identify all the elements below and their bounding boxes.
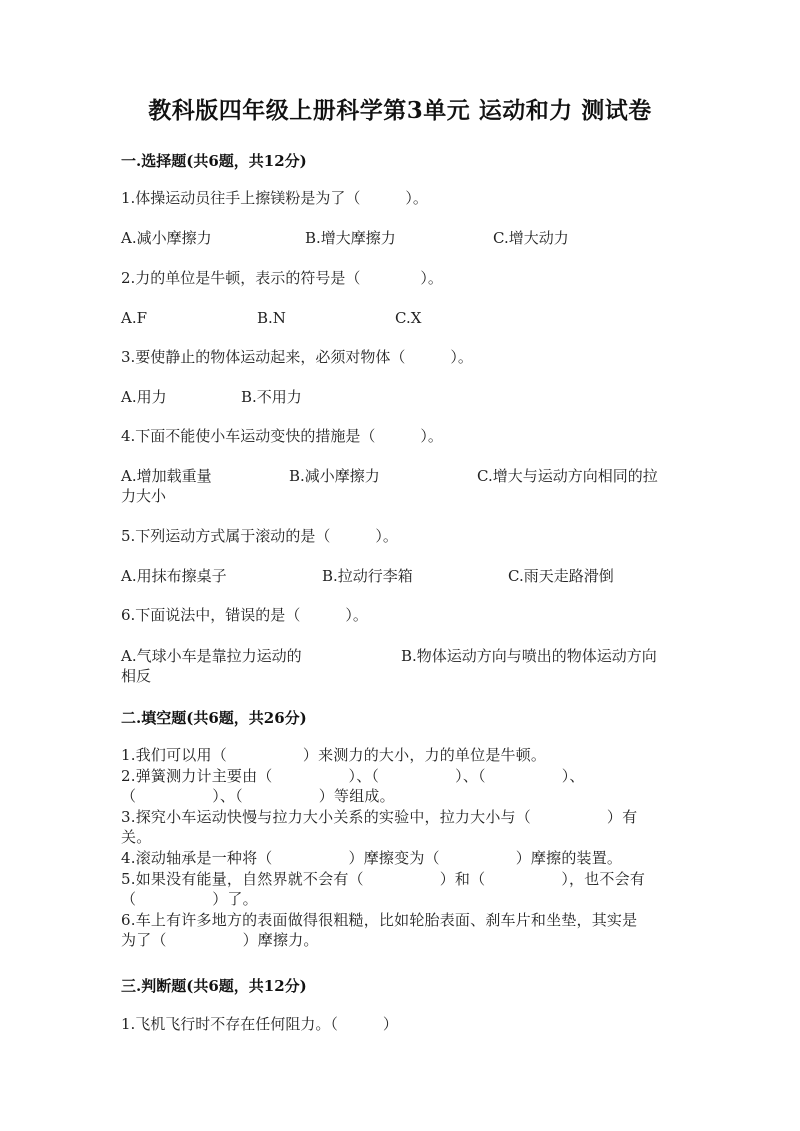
option-a: A.F [121, 309, 148, 327]
question-stem: 4.下面不能使小车运动变快的措施是（ ）。 [121, 427, 443, 445]
option-a: A.增加载重量 [121, 467, 212, 485]
option-a: A.减小摩擦力 [121, 229, 212, 247]
fill-line: 2.弹簧测力计主要由（ ）、（ ）、（ ）、 [121, 766, 585, 785]
option-b: B.增大摩擦力 [305, 229, 396, 247]
question-stem: 3.要使静止的物体运动起来，必须对物体（ ）。 [121, 348, 473, 366]
fill-line: 1.我们可以用（ ）来测力的大小，力的单位是牛顿。 [121, 746, 547, 764]
option-b: B.物体运动方向与喷出的物体运动方向 [401, 647, 657, 665]
fill-blank-block [121, 745, 681, 951]
option-b-continued: 相反 [121, 667, 152, 685]
question-stem: 1.体操运动员往手上擦镁粉是为了（ ）。 [121, 189, 428, 207]
question-stem: 5.下列运动方式属于滚动的是（ ）。 [121, 527, 398, 545]
fill-line: 6.车上有许多地方的表面做得很粗糙，比如轮胎表面、刹车片和坐垫，其实是 [121, 910, 638, 929]
section-heading-judge: 三.判断题(共6题，共12分) [121, 977, 307, 995]
option-c: C.雨天走路滑倒 [508, 567, 614, 585]
fill-line: 为了（ ）摩擦力。 [121, 931, 319, 950]
option-c: C.X [395, 309, 422, 327]
fill-line: 关。 [121, 828, 152, 847]
fill-line: （ ）了。 [121, 890, 258, 909]
option-c-continued: 力大小 [121, 487, 167, 505]
option-a: A.用力 [121, 388, 167, 406]
option-a: A.气球小车是靠拉力运动的 [121, 647, 302, 665]
fill-line: 3.探究小车运动快慢与拉力大小关系的实验中，拉力大小与（ ）有 [121, 807, 638, 826]
question-stem: 6.下面说法中，错误的是（ ）。 [121, 606, 368, 624]
section-heading-fill: 二.填空题(共6题，共26分) [121, 709, 307, 727]
option-b: B.不用力 [241, 388, 302, 406]
option-b: B.减小摩擦力 [289, 467, 380, 485]
page-title: 教科版四年级上册科学第3单元 运动和力 测试卷 [148, 97, 652, 124]
section-heading-choice: 一.选择题(共6题，共12分) [121, 152, 307, 170]
option-a: A.用抹布擦桌子 [121, 567, 227, 585]
option-b: B.拉动行李箱 [322, 567, 413, 585]
question-stem: 1.飞机飞行时不存在任何阻力。（ ） [121, 1015, 398, 1033]
fill-line: 5.如果没有能量，自然界就不会有（ ）和（ ），也不会有 [121, 869, 646, 888]
fill-line: 4.滚动轴承是一种将（ ）摩擦变为（ ）摩擦的装置。 [121, 848, 623, 867]
question-stem: 2.力的单位是牛顿，表示的符号是（ ）。 [121, 269, 443, 287]
option-c: C.增大与运动方向相同的拉 [477, 467, 658, 485]
option-c: C.增大动力 [493, 229, 569, 247]
option-b: B.N [257, 309, 286, 327]
fill-line: （ ）、（ ）等组成。 [121, 787, 395, 806]
